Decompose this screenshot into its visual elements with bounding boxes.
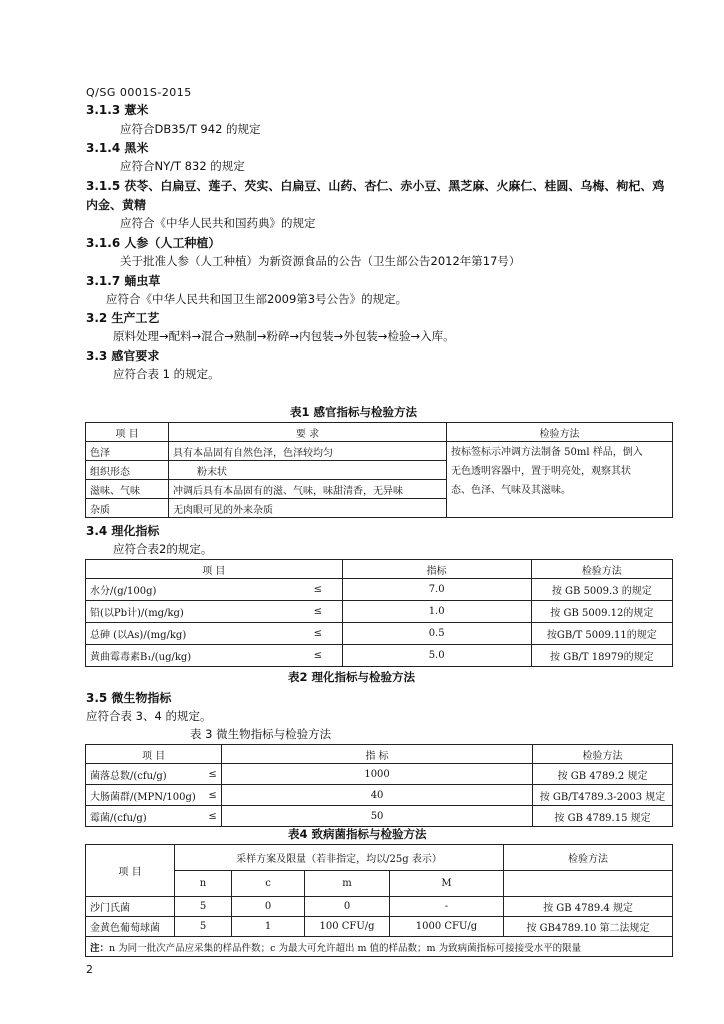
table4-row1-n: 5 xyxy=(175,897,232,917)
table4-note-text: n 为同一批次产品应采集的样品件数；c 为最大可允许超出 m 值的样品数；m 为致病菌指标可接接受水平的限量 xyxy=(109,942,582,954)
section-3-3-title: 3.3 感官要求 xyxy=(86,349,160,363)
table4-row2-m: 100 CFU/g xyxy=(305,917,390,937)
table3-row1-item: 菌落总数/(cfu/g) xyxy=(86,764,205,785)
table3-row2-symbol: ≤ xyxy=(204,785,222,806)
table2-row3-method: 按GB/T 5009.11的规定 xyxy=(531,623,672,645)
table2-row1-item: 水分/(g/100g) xyxy=(86,579,295,601)
table4-row2-method: 按 GB4789.10 第二法规定 xyxy=(504,917,673,937)
section-3-1-5-title-line2: 内金、黄精 xyxy=(86,198,147,212)
table4-row1-M: - xyxy=(390,897,504,917)
section-3-2-title: 3.2 生产工艺 xyxy=(86,311,160,325)
section-3-1-4-title: 3.1.4 黑米 xyxy=(86,141,149,155)
table2-row3-symbol: ≤ xyxy=(294,623,342,645)
table3-row1-method: 按 GB 4789.2 规定 xyxy=(533,764,673,785)
table4-row2-item: 金黄色葡萄球菌 xyxy=(86,917,175,937)
table2-row2-index: 1.0 xyxy=(342,601,531,623)
table1 xyxy=(85,422,673,518)
table1-row1-req: 具有本品固有自然色泽，色泽较均匀 xyxy=(169,442,447,461)
table1-row2-req: 粉末状 xyxy=(169,461,447,480)
table2-row2-symbol: ≤ xyxy=(294,601,342,623)
table1-row4-item: 杂质 xyxy=(86,499,169,518)
table3-row3-symbol: ≤ xyxy=(204,806,222,827)
table2 xyxy=(85,559,673,667)
table2-row4-index: 5.0 xyxy=(342,645,531,667)
table2-row3-index: 0.5 xyxy=(342,623,531,645)
section-3-1-5-text: 应符合《中华人民共和国药典》的规定 xyxy=(120,216,316,230)
section-3-1-3-text: 应符合DB35/T 942 的规定 xyxy=(120,122,261,136)
section-3-5-text: 应符合表 3、4 的规定。 xyxy=(86,709,212,723)
table1-header-item: 项 目 xyxy=(86,423,169,442)
section-3-3-text: 应符合表 1 的规定。 xyxy=(113,367,220,381)
table1-header-requirement: 要 求 xyxy=(169,423,447,442)
table3-row1-symbol: ≤ xyxy=(204,764,222,785)
table4 xyxy=(85,844,673,957)
table1-method-cell xyxy=(447,442,673,518)
section-3-1-6-text: 关于批准人参（人工种植）为新资源食品的公告（卫生部公告2012年第17号） xyxy=(120,254,521,268)
table4-sub-method-empty xyxy=(504,871,673,897)
section-3-1-7-text: 应符合《中华人民共和国卫生部2009第3号公告》的规定。 xyxy=(106,292,408,306)
table4-sub-M: M xyxy=(390,871,504,897)
table1-row3-req: 冲调后具有本品固有的滋、气味，味甜清香，无异味 xyxy=(169,480,447,499)
table3-row2-index: 40 xyxy=(222,785,533,806)
table3-row3-item: 霉菌/(cfu/g) xyxy=(86,806,205,827)
table2-row4-method: 按 GB/T 18979的规定 xyxy=(531,645,672,667)
table3-row2-item: 大肠菌群/(MPN/100g) xyxy=(86,785,205,806)
table2-row4-symbol: ≤ xyxy=(294,645,342,667)
section-3-5-title: 3.5 微生物指标 xyxy=(86,691,172,705)
table2-header-method: 检验方法 xyxy=(531,560,672,579)
table3 xyxy=(85,744,673,827)
section-3-1-3-title: 3.1.3 薏米 xyxy=(86,103,149,117)
table3-row2-method: 按 GB/T4789.3-2003 规定 xyxy=(533,785,673,806)
table3-row1-index: 1000 xyxy=(222,764,533,785)
section-3-4-title: 3.4 理化指标 xyxy=(86,524,160,538)
table4-note xyxy=(86,937,673,957)
table4-row2-c: 1 xyxy=(232,917,305,937)
table4-sub-m: m xyxy=(305,871,390,897)
table2-row1-symbol: ≤ xyxy=(294,579,342,601)
table1-row2-item: 组织形态 xyxy=(86,461,169,480)
table2-row1-method: 按 GB 5009.3 的规定 xyxy=(531,579,672,601)
table1-method-line3: 态、色泽、气味及其滋味。 xyxy=(451,485,571,496)
table2-header-item: 项 目 xyxy=(86,560,343,579)
section-3-4-text: 应符合表2的规定。 xyxy=(113,542,213,556)
section-3-1-5-title-line1: 3.1.5 茯苓、白扁豆、莲子、芡实、白扁豆、山药、杏仁、赤小豆、黑芝麻、火麻仁、桂圆、乌梅、枸杞、鸡 xyxy=(86,179,665,193)
table3-header-index: 指 标 xyxy=(222,745,533,764)
section-3-1-7-title: 3.1.7 蛹虫草 xyxy=(86,274,161,288)
table3-row3-method: 按 GB 4789.15 规定 xyxy=(533,806,673,827)
table4-sub-c: c xyxy=(232,871,305,897)
table4-header-plan: 采样方案及限量（若非指定，均以/25g 表示） xyxy=(175,845,504,871)
table1-method-line2: 无色透明容器中，置于明亮处，观察其状 xyxy=(451,466,631,477)
table2-header-index: 指标 xyxy=(342,560,531,579)
table4-row2-M: 1000 CFU/g xyxy=(390,917,504,937)
table1-row1-item: 色泽 xyxy=(86,442,169,461)
table4-sub-n: n xyxy=(175,871,232,897)
table2-row1-index: 7.0 xyxy=(342,579,531,601)
table1-method-line1: 按标签标示冲调方法制备 50ml 样品，倒入 xyxy=(451,447,643,458)
table3-row3-index: 50 xyxy=(222,806,533,827)
standard-number: Q/SG 0001S-2015 xyxy=(86,86,192,99)
table1-row3-item: 滋味、气味 xyxy=(86,480,169,499)
table4-row1-item: 沙门氏菌 xyxy=(86,897,175,917)
table2-row3-item: 总砷 (以As)/(mg/kg) xyxy=(86,623,295,645)
table4-row1-c: 0 xyxy=(232,897,305,917)
table1-caption: 表1 感官指标与检验方法 xyxy=(290,405,418,419)
section-3-2-text: 原料处理→配料→混合→熟制→粉碎→内包装→外包装→检验→入库。 xyxy=(113,329,455,343)
table2-row4-item: 黄曲霉毒素B₁/(ug/kg) xyxy=(86,645,295,667)
table1-row4-req: 无肉眼可见的外来杂质 xyxy=(169,499,447,518)
table4-row1-m: 0 xyxy=(305,897,390,917)
table3-header-method: 检验方法 xyxy=(533,745,673,764)
table2-caption: 表2 理化指标与检验方法 xyxy=(288,670,416,684)
table4-caption: 表4 致病菌指标与检验方法 xyxy=(288,827,427,841)
table3-header-item: 项 目 xyxy=(86,745,222,764)
table4-row1-method: 按 GB 4789.4 规定 xyxy=(504,897,673,917)
table2-row2-method: 按 GB 5009.12的规定 xyxy=(531,601,672,623)
table1-header-method: 检验方法 xyxy=(447,423,673,442)
table4-row2-n: 5 xyxy=(175,917,232,937)
table3-caption: 表 3 微生物指标与检验方法 xyxy=(190,727,332,741)
table4-header-method: 检验方法 xyxy=(504,845,673,871)
table4-note-label: 注： xyxy=(90,942,110,954)
section-3-1-6-title: 3.1.6 人参（人工种植） xyxy=(86,236,221,250)
section-3-1-4-text: 应符合NY/T 832 的规定 xyxy=(120,159,245,173)
page-number: 2 xyxy=(86,963,93,976)
table4-header-item: 项 目 xyxy=(86,845,175,897)
table2-row2-item: 铅(以Pb计)/(mg/kg) xyxy=(86,601,295,623)
